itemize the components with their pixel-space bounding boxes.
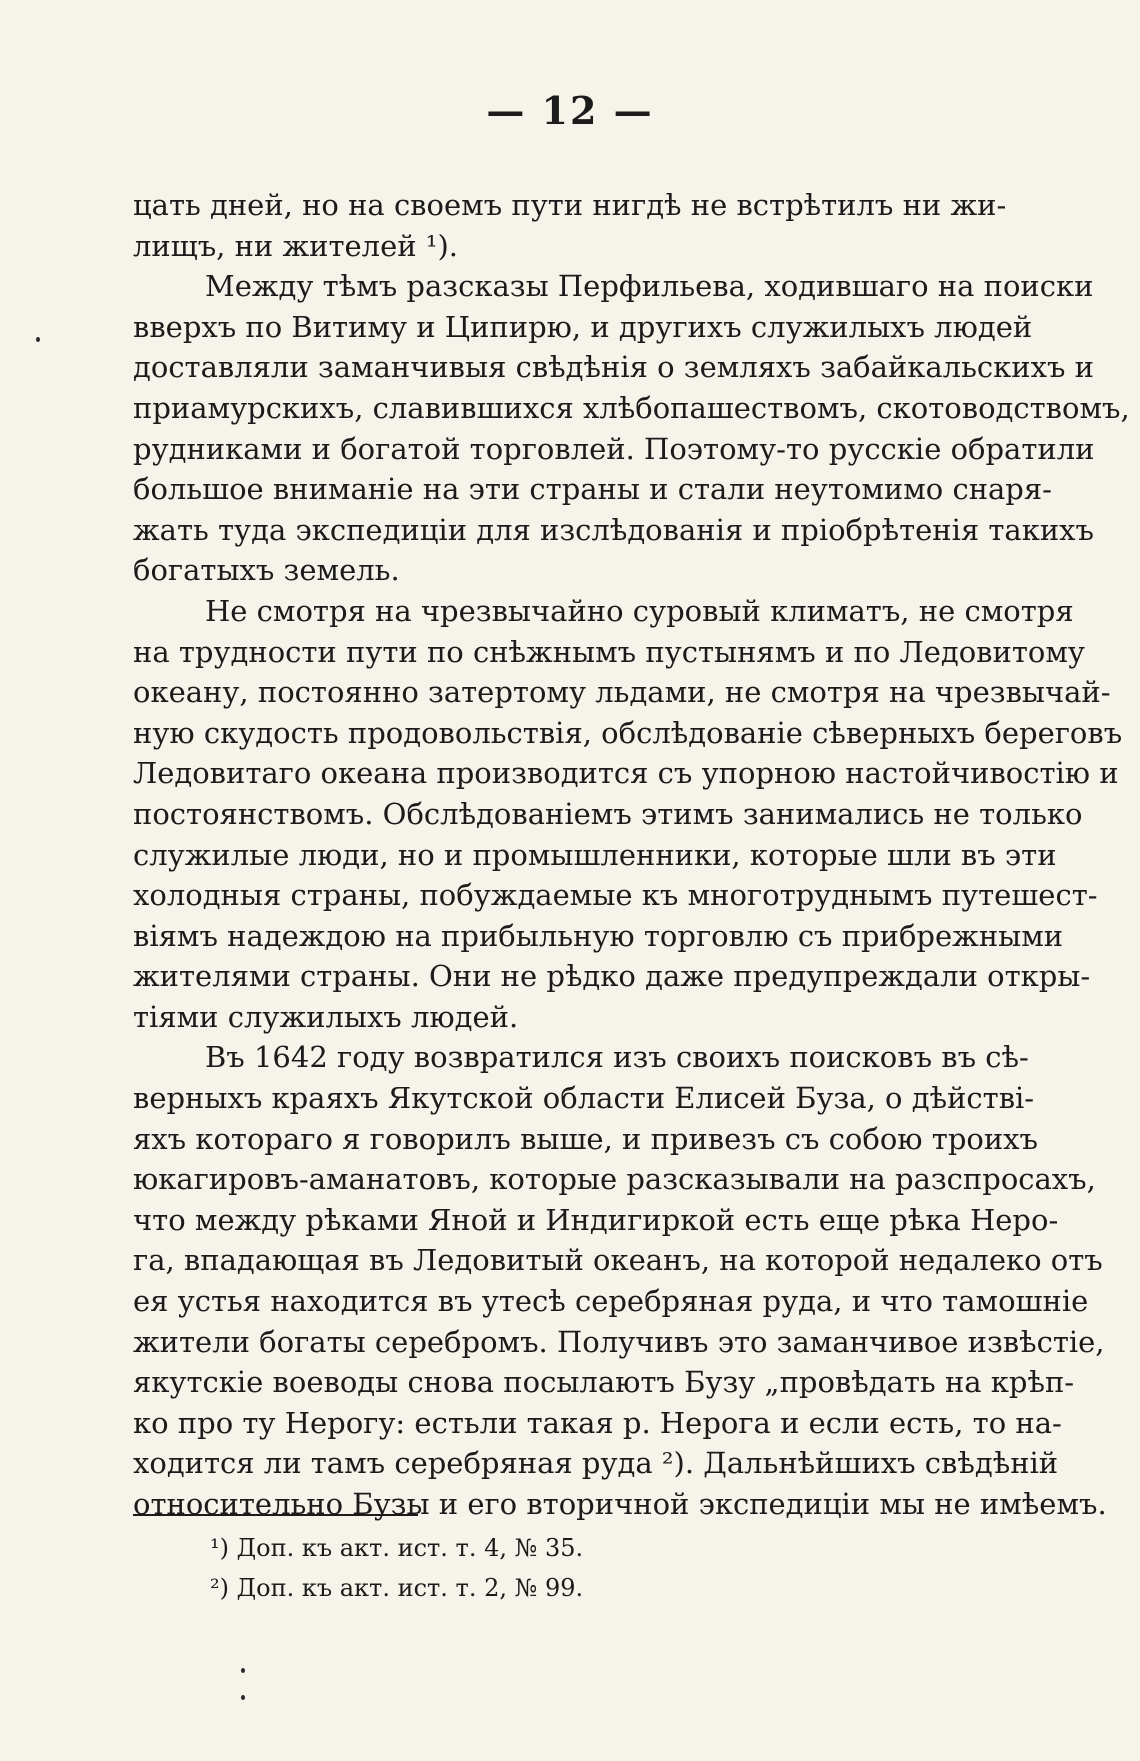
footnotes: [210, 1528, 910, 1608]
text-line: на трудности пути по снѣжнымъ пустынямъ и по Ледовитому: [133, 634, 1085, 669]
scan-speck: [36, 337, 40, 342]
text-line: га, впадающая въ Ледовитый океанъ, на которой недалеко отъ: [133, 1243, 1103, 1278]
text-line: Не смотря на чрезвычайно суровый климатъ, не смотря: [205, 593, 1074, 628]
text-line: богатыхъ земель.: [133, 553, 400, 588]
text-line: доставляли заманчивыя свѣдѣнія о земляхъ забайкальскихъ и: [133, 350, 1094, 385]
text-line: относительно Бузы и его вторичной экспедиціи мы не имѣемъ.: [133, 1487, 1107, 1521]
text-line: Между тѣмъ разсказы Перфильева, ходившаго на поиски: [205, 269, 1094, 304]
text-line: юкагировъ-аманатовъ, которые разсказывали на разспросахъ,: [133, 1162, 1096, 1197]
text-line: жать туда экспедиціи для изслѣдованія и пріобрѣтенія такихъ: [133, 512, 1094, 547]
text-line: цать дней, но на своемъ пути нигдѣ не встрѣтилъ ни жи-: [133, 188, 1007, 222]
scan-speck: [241, 1695, 245, 1700]
text-line: ную скудость продовольствія, обслѣдованіе сѣверныхъ береговъ: [133, 715, 1123, 750]
text-line: лищъ, ни жителей ¹).: [133, 228, 458, 263]
text-line: рудниками и богатой торговлей. Поэтому-то русскіе обратили: [133, 431, 1095, 466]
text-line: постоянствомъ. Обслѣдованіемъ этимъ занимались не только: [133, 796, 1083, 831]
text-line: жители богаты серебромъ. Получивъ это заманчивое извѣстіе,: [133, 1324, 1105, 1359]
text-line: ходится ли тамъ серебряная руда ²). Дальнѣйшихъ свѣдѣній: [133, 1446, 1059, 1481]
text-line: ея устья находится въ утесѣ серебряная руда, и что тамошніе: [133, 1284, 1089, 1319]
text-line: ко про ту Нерогу: естьли такая р. Нерога и если есть, то на-: [133, 1405, 1062, 1440]
text-line: что между рѣками Яной и Индигиркой есть еще рѣка Неро-: [133, 1202, 1059, 1237]
footnote-2: ²) Доп. къ акт. ист. т. 2, № 99.: [210, 1574, 584, 1602]
page-number: — 12 —: [486, 88, 654, 133]
text-line: служилые люди, но и промышленники, которые шли въ эти: [133, 837, 1057, 872]
text-line: тіями служилыхъ людей.: [133, 999, 519, 1034]
text-line: яхъ котораго я говорилъ выше, и привезъ съ собою троихъ: [133, 1121, 1038, 1156]
footnote-1: ¹) Доп. къ акт. ист. т. 4, № 35.: [210, 1534, 584, 1562]
text-line: верныхъ краяхъ Якутской области Елисей Буза, о дѣйствi-: [133, 1081, 1035, 1116]
text-line: океану, постоянно затертому льдами, не смотря на чрезвычай-: [133, 675, 1111, 710]
text-line: жителями страны. Они не рѣдко даже предупреждали откры-: [133, 959, 1091, 994]
footnote-divider: [133, 1514, 418, 1516]
body-text: [133, 185, 1130, 1525]
text-line: Ледовитаго океана производится съ упорною настойчивостію и: [133, 756, 1119, 791]
text-line: віямъ надеждою на прибыльную торговлю съ прибрежными: [133, 918, 1064, 953]
text-line: приамурскихъ, славившихся хлѣбопашествомъ, скотоводствомъ,: [133, 390, 1130, 425]
text-line: холодныя страны, побуждаемые къ многотруднымъ путешест-: [133, 878, 1098, 913]
text-line: вверхъ по Витиму и Ципирю, и другихъ служилыхъ людей: [133, 309, 1033, 344]
text-line: большое вниманіе на эти страны и стали неутомимо снаря-: [133, 472, 1052, 507]
scan-speck: [241, 1668, 245, 1673]
text-line: Въ 1642 году возвратился изъ своихъ поисковъ въ сѣ-: [205, 1040, 1029, 1075]
text-line: якутскіе воеводы снова посылаютъ Бузу „провѣдать на крѣп-: [133, 1365, 1075, 1400]
